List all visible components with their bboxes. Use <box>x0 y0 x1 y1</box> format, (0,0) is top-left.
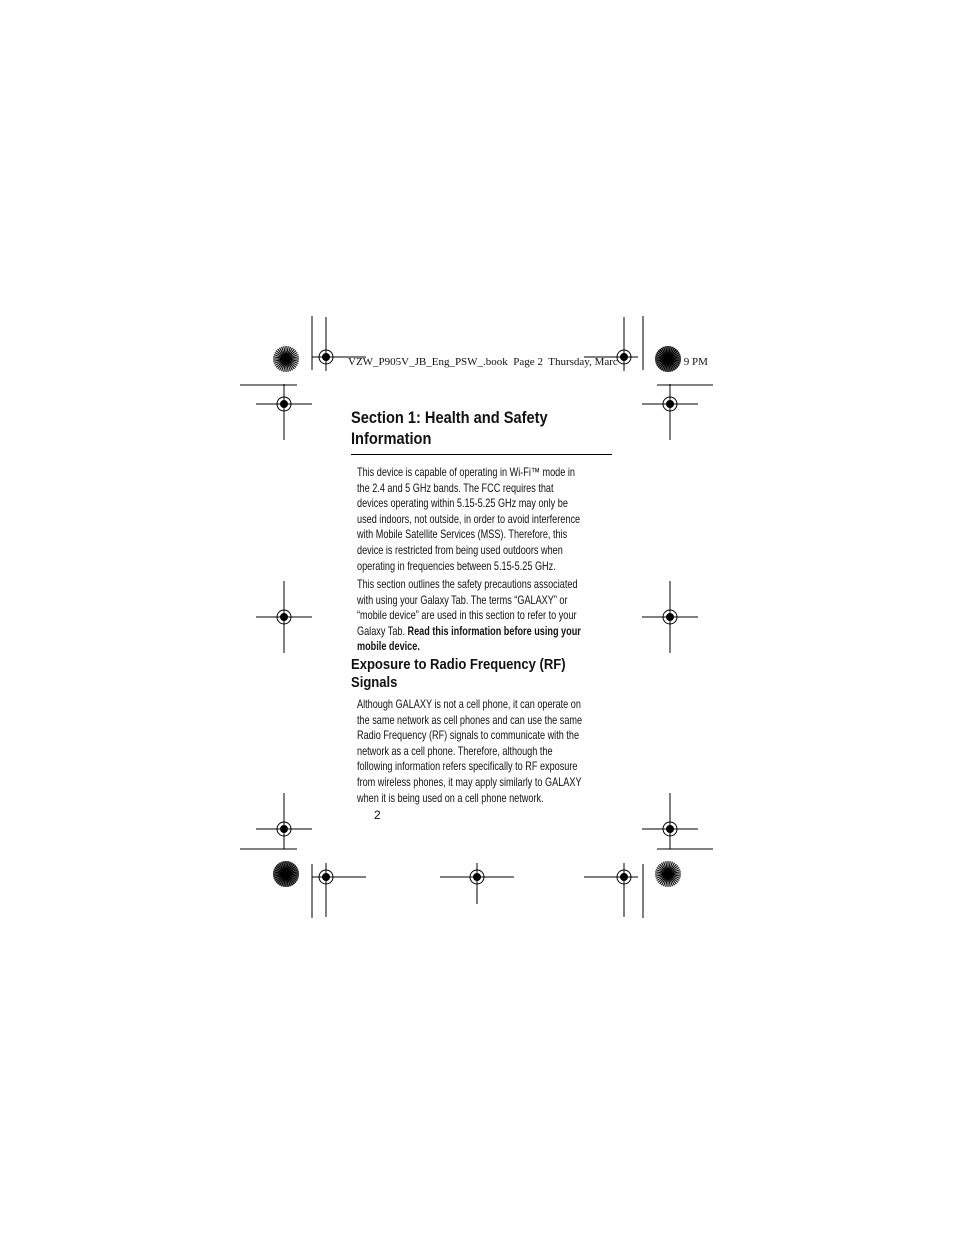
text-line: operating in frequencies between 5.15-5.25 GHz. <box>357 558 556 573</box>
registration-dot <box>666 400 674 408</box>
text-line: from wireless phones, it may apply similarly to GALAXY <box>357 774 582 789</box>
text-span: Galaxy Tab. <box>357 623 408 638</box>
bold-text: Read this information before using your <box>407 623 581 638</box>
text-line: “mobile device” are used in this section to refer to your <box>357 608 577 623</box>
registration-dot <box>322 353 330 361</box>
text-line: used indoors, not outside, in order to avoid interference <box>357 511 581 526</box>
text-line: This device is capable of operating in Wi-Fi™ mode in <box>357 465 575 479</box>
registration-dot <box>473 873 481 881</box>
text-line: the 2.4 and 5 GHz bands. The FCC requires that <box>357 480 554 495</box>
registration-dot <box>322 873 330 881</box>
text-line: Radio Frequency (RF) signals to communicate with the <box>357 728 580 743</box>
text-line: devices operating within 5.15-5.25 GHz may only be <box>357 496 568 511</box>
text-line: Although GALAXY is not a cell phone, it can operate on <box>357 697 581 711</box>
text-line: with using your Galaxy Tab. The terms “GALAXY” or <box>357 592 568 607</box>
text-line: device is restricted from being used outdoors when <box>357 542 563 557</box>
page-number: 2 <box>374 808 381 822</box>
registration-dot <box>620 353 628 361</box>
text-line: when it is being used on a cell phone network. <box>357 790 544 805</box>
registration-dot <box>666 613 674 621</box>
subheading-line2: Signals <box>351 674 398 691</box>
registration-dot <box>280 613 288 621</box>
registration-dot <box>620 873 628 881</box>
text-line: with Mobile Satellite Services (MSS). Therefore, this <box>357 527 568 542</box>
slug-time: 9 PM <box>683 356 708 368</box>
subheading-line1: Exposure to Radio Frequency (RF) <box>351 656 566 673</box>
section-title-line2: Information <box>351 429 432 448</box>
registration-dot <box>280 400 288 408</box>
registration-dot <box>280 825 288 833</box>
slug-text: VZW_P905V_JB_Eng_PSW_.book Page 2 Thursday, Marc <box>348 356 618 368</box>
section-title-line1: Section 1: Health and Safety <box>351 408 548 427</box>
bold-text: mobile device. <box>357 639 420 654</box>
text-line: This section outlines the safety precautions associated <box>357 577 578 591</box>
text-line: following information refers specifically to RF exposure <box>357 759 578 774</box>
registration-dot <box>666 825 674 833</box>
text-line: the same network as cell phones and can use the same <box>357 712 583 727</box>
text-line: network as a cell phone. Therefore, although the <box>357 743 553 758</box>
